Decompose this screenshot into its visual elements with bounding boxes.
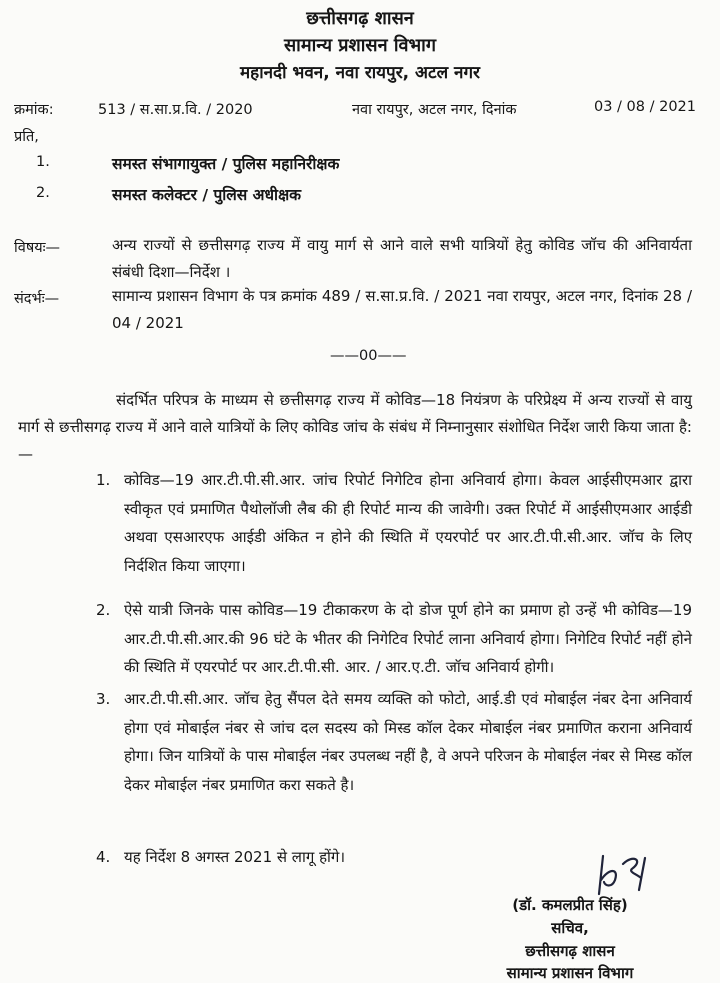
to-label: प्रति, — [14, 129, 39, 145]
header-government: छत्तीसगढ़ शासन — [306, 8, 414, 29]
subject-text: अन्य राज्यों से छत्तीसगढ़ राज्य में वायु मार्ग से आने वाले सभी यात्रियों हेतु कोविड जॉच की अनिवार्यता संबंधी दिशा—निर्देश । — [112, 236, 692, 282]
point-number: 2. — [96, 601, 111, 619]
ref-label: क्रमांक: — [14, 102, 54, 118]
recipient-number: 2. — [36, 185, 50, 201]
point-number: 3. — [96, 690, 111, 708]
recipient-text: समस्त संभागायुक्त / पुलिस महानिरीक्षक — [112, 155, 340, 173]
point-text: यह निर्देश 8 अगस्त 2021 से लागू होंगे। — [124, 848, 346, 866]
handwritten-signature — [585, 850, 655, 900]
subject-label: विषयः— — [14, 240, 61, 256]
recipient-text: समस्त कलेक्टर / पुलिस अधीक्षक — [112, 186, 302, 204]
point-text: कोविड—19 आर.टी.पी.सी.आर. जांच रिपोर्ट निगेटिव होना अनिवार्य होगा। केवल आईसीएमआर द्वारा स्वीकृत एवं प्रमाणित पैथोलॉजी लैब की ही रिपोर्ट मान्य की जावेगी। उक्त रिपोर्ट में आईसीएमआर आईडी अथवा एसआरएफ आईडी अंकित न होने की स्थिति में एयरपोर्ट पर आर.टी.पी.सी.आर. जॉच के लिए निर्दशित किया जाएगा। — [124, 471, 692, 575]
ref-date: 03 / 08 / 2021 — [594, 99, 697, 115]
signatory-name: (डॉ. कमलप्रीत सिंह) — [512, 896, 628, 914]
signatory-designation: सचिव, — [551, 919, 589, 937]
intro-paragraph: संदर्भित परिपत्र के माध्यम से छत्तीसगढ़ राज्य में कोविड—18 नियंत्रण के परिप्रेक्ष्य में अन्य राज्यों से वायु मार्ग से छत्तीसगढ़ राज्य में आने वाले यात्रियों के लिए कोविड जांच के संबंध में निम्नानुसार संशोधित निर्देश जारी किया जाता है:— — [18, 391, 692, 463]
ref-number: 513 / स.सा.प्र.वि. / 2020 — [98, 102, 253, 118]
recipient-number: 1. — [36, 154, 50, 170]
reference-text: सामान्य प्रशासन विभाग के पत्र क्रमांक 489 / स.सा.प्र.वि. / 2021 नवा रायपुर, अटल नगर, दिनांक 28 / 04 / 2021 — [112, 287, 692, 333]
point-number: 4. — [96, 848, 111, 866]
point-text: आर.टी.पी.सी.आर. जॉच हेतु सैंपल देते समय व्यक्ति को फोटो, आई.डी एवं मोबाईल नंबर देना अनिवार्य होगा एवं मोबाईल नंबर से जांच दल सदस्य को मिस्ड कॉल देकर मोबाईल नंबर प्रमाणित कराना अनिवार्य होगा। जिन यात्रियों के पास मोबाईल नंबर उपलब्ध नहीं है, वे अपने परिजन के मोबाईल नंबर से मिस्ड कॉल देकर मोबाईल नंबर प्रमाणित करा सकते है। — [124, 690, 692, 794]
signatory-department: सामान्य प्रशासन विभाग — [506, 964, 634, 982]
ref-place-date-label: नवा रायपुर, अटल नगर, दिनांक — [352, 102, 517, 118]
separator: ——00—— — [330, 348, 407, 364]
header-department: सामान्य प्रशासन विभाग — [284, 35, 436, 56]
signatory-government: छत्तीसगढ़ शासन — [525, 942, 615, 960]
header-address: महानदी भवन, नवा रायपुर, अटल नगर — [240, 63, 480, 83]
reference-label: संदर्भः— — [14, 291, 60, 307]
point-number: 1. — [96, 471, 111, 489]
point-text: ऐसे यात्री जिनके पास कोविड—19 टीकाकरण के दो डोज पूर्ण होने का प्रमाण हो उन्हें भी कोविड—19 आर.टी.पी.सी.आर.की 96 घंटे के भीतर की निगेटिव रिपोर्ट लाना अनिवार्य होगा। निगेटिव रिपोर्ट नहीं होने की स्थिति में एयरपोर्ट पर आर.टी.पी.सी. आर. / आर.ए.टी. जॉच अनिवार्य होगी। — [124, 601, 692, 676]
